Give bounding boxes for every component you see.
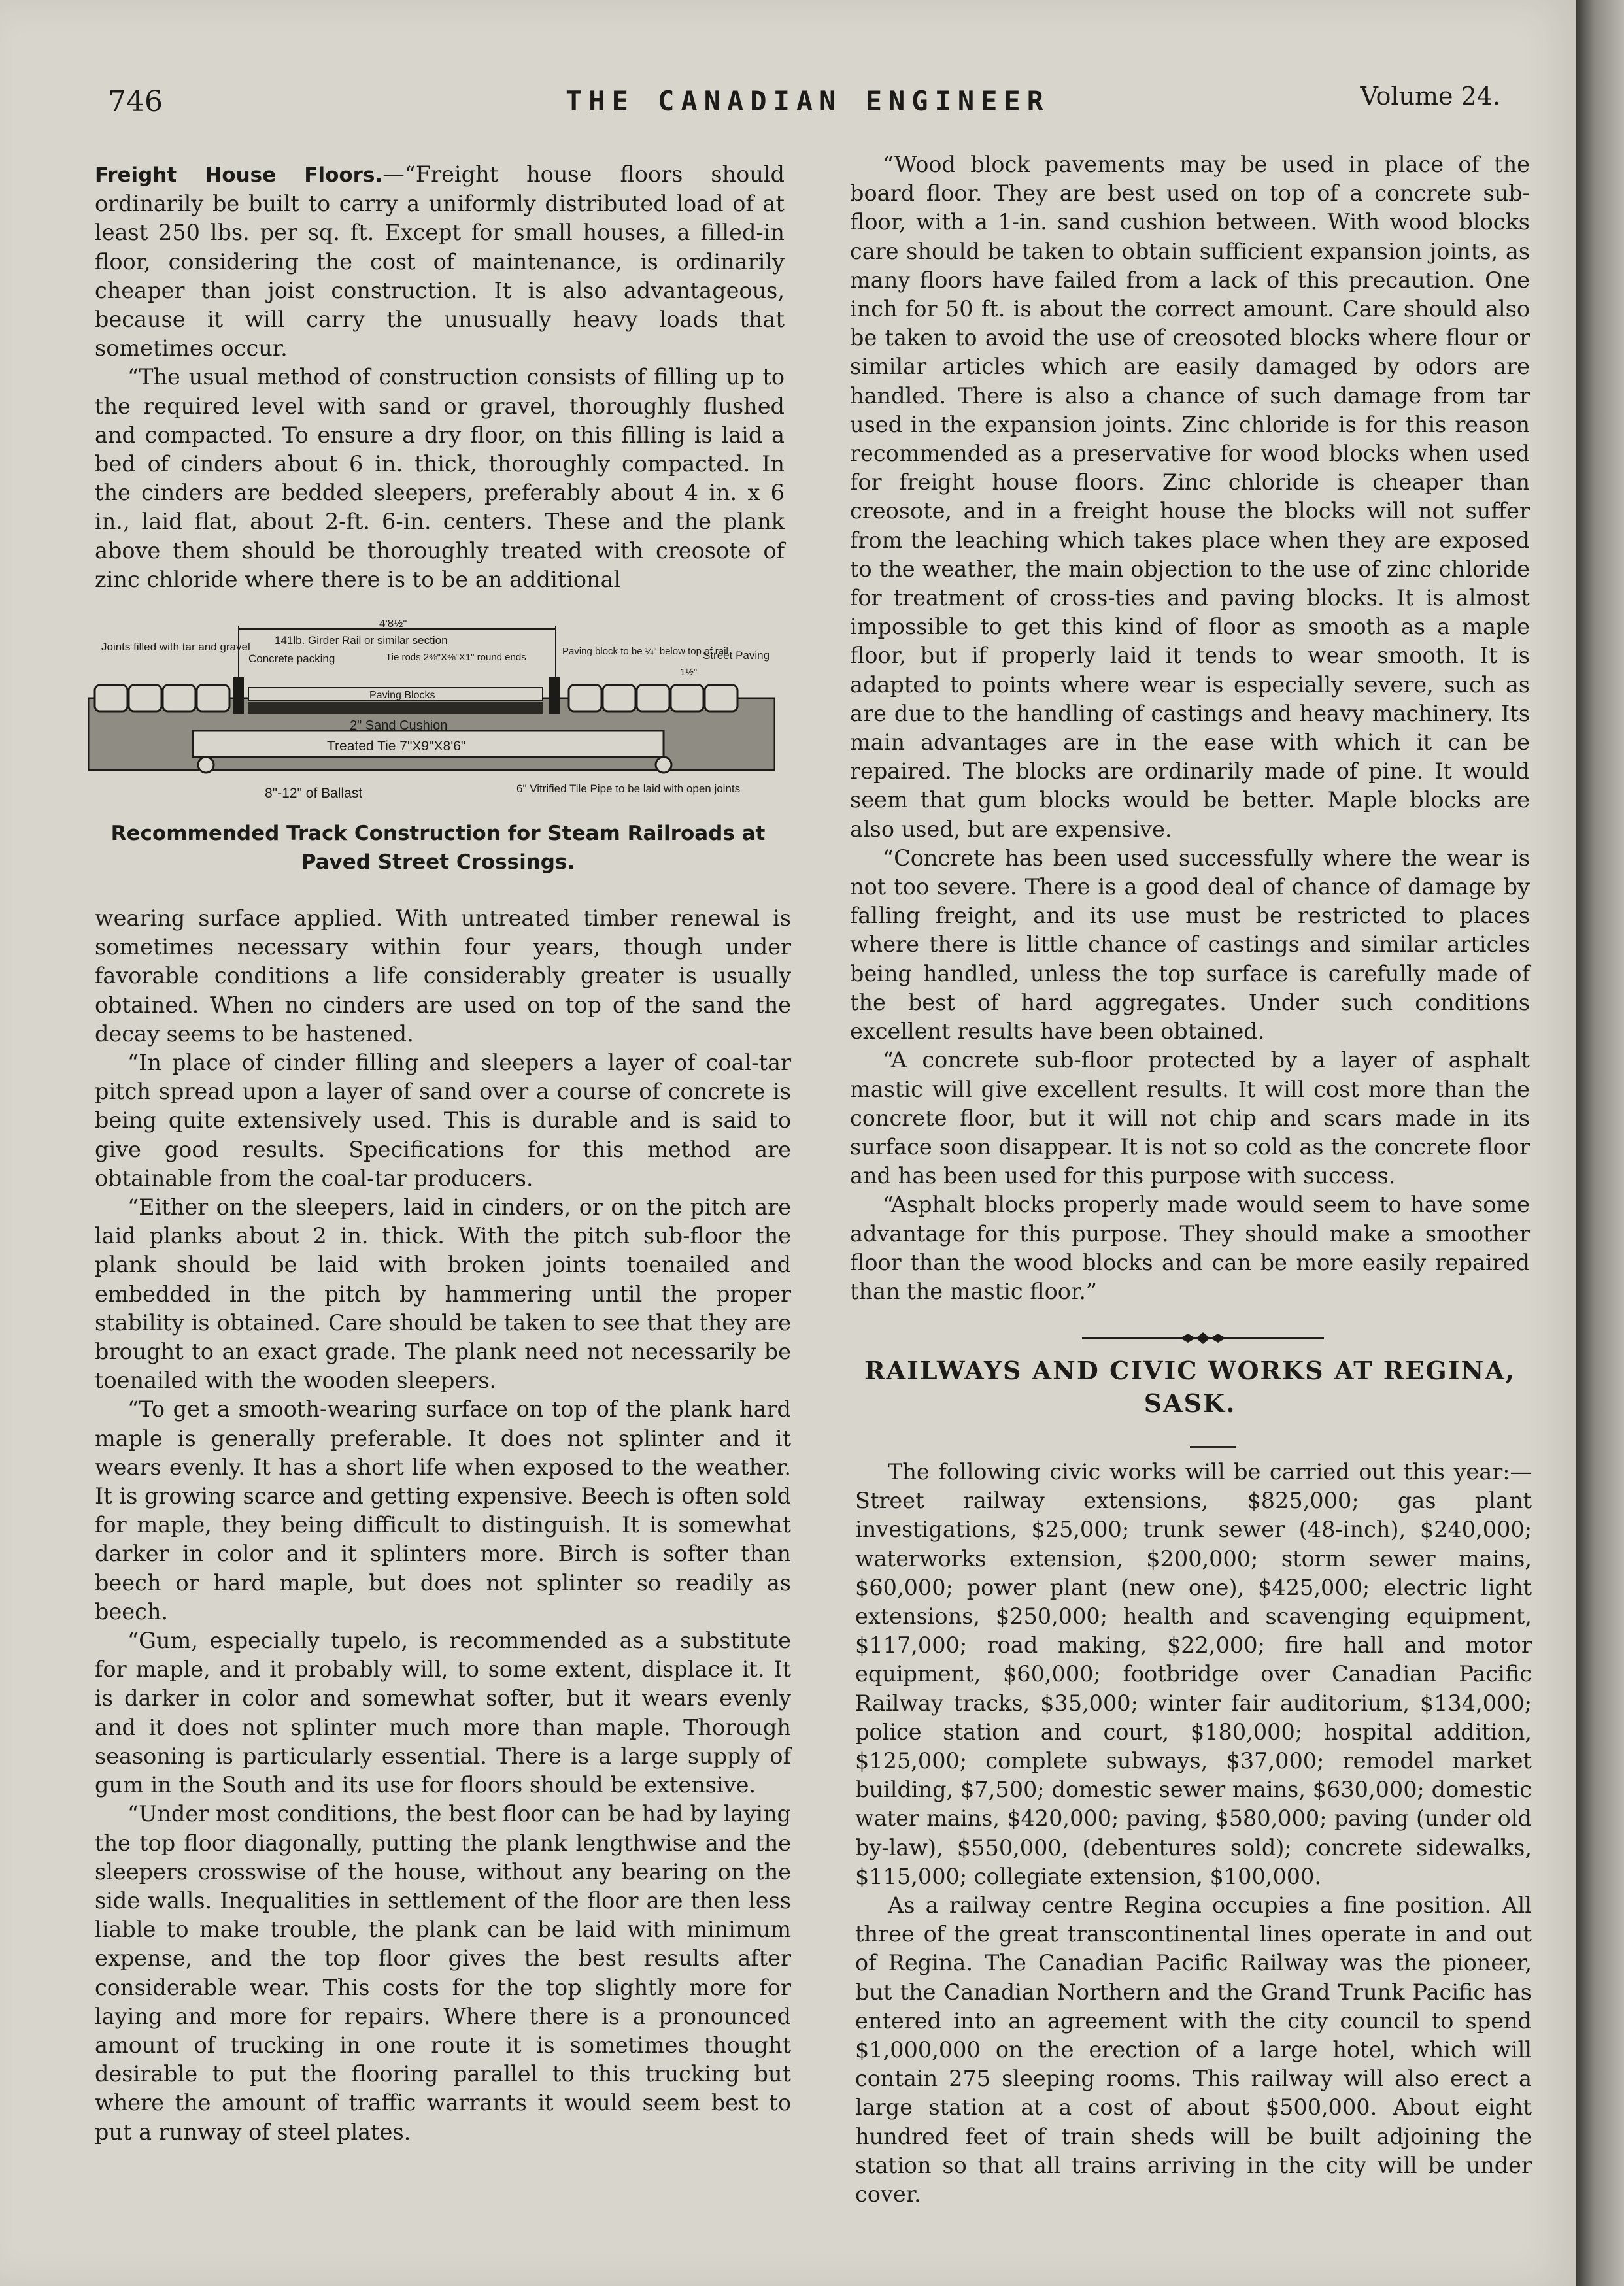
- title-rule: [1190, 1446, 1236, 1448]
- paragraph: “A concrete sub-floor protected by a layer of asphalt mastic will give excellent results. It will cost more than the concrete floor, but it will not chip and scars made in its surface soon disappear. It is not so cold as the concrete floor and has been used for this purpose with success.: [850, 1047, 1530, 1189]
- paragraph: “The usual method of construction consists of filling up to the required level with sand or gravel, thoroughly flushed and compacted. To ensure a dry floor, on this filling is laid a bed of cinders about 6 in. thick, thoroughly compacted. In the cinders are bedded sleepers, preferably about 4 in. x 6 in., laid flat, about 2-ft. 6-in. centers. These and the plank above them should be thoroughly treated with creosote of zinc chloride where there is to be an additional: [95, 364, 785, 592]
- paragraph: wearing surface applied. With untreated timber renewal is sometimes necessary within four years, though under favorable conditions a life considerably greater is usually obtained. When no cinders are used on top of the sand the decay seems to be hastened.: [95, 905, 791, 1047]
- journal-title: THE CANADIAN ENGINEER: [566, 85, 1051, 117]
- paragraph: “Under most conditions, the best floor can be had by laying the top floor diagonally, putting the plank lengthwise and the sleepers crosswise of the house, without any bearing on the side walls. Inequalities in settlement of the floor are then less liable to make trouble, the plank can be laid with minimum expense, and the top floor gives the best results after considerable wear. This costs for the top slightly more for laying and more for repairs. Where there is a pronounced amount of trucking in one route it is sometimes thought desirable to put the flooring parallel to this trucking but where the amount of traffic warrants it would seem best to put a runway of steel plates.: [95, 1801, 791, 2145]
- gauge-label: 4'8½": [379, 620, 407, 630]
- figure-caption: Recommended Track Construction for Steam Railroads at Paved Street Crossings.: [110, 822, 766, 874]
- paragraph: “To get a smooth-wearing surface on top of the plank hard maple is generally preferable. It does not splinter and it wears evenly. It has a short life when exposed to the weather. It is growing scarce and getting expensive. Beech is often sold for maple, they being difficult to distinguish. It is somewhat darker in color and it splinters more. Birch is softer than beech or hard maple, but does not splinter so readily as beech.: [95, 1396, 791, 1624]
- section-lead-in: Freight House Floors.: [95, 163, 383, 187]
- tie-rod: [248, 702, 543, 714]
- rail-left: [233, 677, 244, 714]
- right-column: [850, 150, 1530, 1306]
- paragraph: [95, 160, 785, 363]
- left-column-top: [95, 160, 785, 594]
- tie-label: Treated Tie 7"X9"X8'6": [327, 739, 466, 754]
- paragraph: As a railway centre Regina occupies a fine position. All three of the great transcontinental lines operate in and out of Regina. The Canadian Pacific Railway was the pioneer, but the Canadian Northern and the Grand Trunk Pacific has entered into an agreement with the city council to spend $1,000,000 on the erection of a large hotel, which will contain 275 sleeping rooms. This railway will also erect a large station at a cost of about $500,000. About eight hundred feet of train sheds will be built adjoining the station so that all trains arriving in the city will be under cover.: [855, 1892, 1532, 2208]
- paragraph: “Either on the sleepers, laid in cinders, or on the pitch are laid planks about 2 in. thick. With the pitch sub-floor the plank should be laid with broken joints toenailed and embedded in the pitch by hammering until the proper stability is obtained. Care should be taken to see that they are brought to an exact grade. The plank need not necessarily be toenailed with the wooden sleepers.: [95, 1194, 791, 1394]
- paragraph: “Concrete has been used successfully where the wear is not too severe. There is a good deal of chance of damage by falling freight, and its use must be restricted to places where there is little chance of castings and similar articles being handled, unless the top surface is carefully made of the best of hard aggregates. Under such conditions excellent results have been obtained.: [850, 845, 1530, 1045]
- sand-cushion-label: 2" Sand Cushion: [350, 718, 448, 733]
- volume-label: Volume 24.: [1360, 82, 1500, 110]
- paving-blocks-label: Paving Blocks: [369, 690, 435, 701]
- left-column-bottom: [95, 904, 791, 2147]
- tie-rods-label: Tie rods 2⅜"X⅜"X1" round ends: [386, 652, 526, 663]
- paragraph: “Gum, especially tupelo, is recommended as a substitute for maple, and it probably will, to some extent, displace it. It is darker in color and somewhat softer, but it wears evenly and it does not splinter much more than maple. Thorough seasoning is particularly essential. There is a large supply of gum in the South and its use for floors should be extensive.: [95, 1628, 791, 1798]
- pipe-label: 6" Vitrified Tile Pipe to be laid with open joints: [516, 782, 741, 795]
- packing-label: Concrete packing: [248, 652, 335, 665]
- track-construction-diagram: [88, 620, 775, 822]
- street-paving-right: [569, 685, 737, 711]
- paragraph: “Wood block pavements may be used in place of the board floor. They are best used on top of a concrete sub-floor, with a 1-in. sand cushion between. With wood blocks care should be taken to obtain sufficient expansion joints, as many floors have failed from a lack of this precaution. One inch for 50 ft. is about the correct amount. Care should also be taken to avoid the use of creosoted blocks where flour or similar articles which are easily damaged by odors are handled. There is also a chance of such damage from tar used in the expansion joints. Zinc chloride is for this reason recommended as a preservative for wood blocks when used for freight house floors. Zinc chloride is cheaper than creosote, and in a freight house the blocks will not suffer from the leaching which takes place when they are exposed to the weather, the main objection to the use of zinc chloride for treatment of cross-ties and paving blocks. It is almost impossible to get this kind of floor as smooth as a maple floor, but if properly laid it tends to wear smooth. It is adapted to points where wear is especially severe, such as are due to the handling of castings and heavy machinery. Its main advantages are in the ease with which it can be repaired. The blocks are ordinarily made of pine. It would seem that gum blocks would be better. Maple blocks are also used, but are expensive.: [850, 152, 1530, 842]
- rail-label: 141lb. Girder Rail or similar section: [275, 634, 448, 647]
- article-body: [855, 1458, 1532, 2209]
- paragraph: “In place of cinder filling and sleepers a layer of coal-tar pitch spread upon a layer of sand over a course of concrete is being quite extensively used. This is durable and is said to give good results. Specifications for this method are obtainable from the coal-tar producers.: [95, 1050, 791, 1191]
- page-edge-shadow: [1576, 0, 1624, 2286]
- page-number: 746: [108, 85, 163, 118]
- rail-right: [549, 677, 560, 714]
- street-paving-left: [95, 685, 229, 711]
- ballast-label: 8"-12" of Ballast: [265, 786, 363, 801]
- tile-pipe-left: [198, 757, 214, 773]
- article-title: RAILWAYS AND CIVIC WORKS AT REGINA, SASK.: [864, 1356, 1515, 1418]
- tile-pipe-right: [656, 757, 671, 773]
- joints-label: Joints filled with tar and gravel: [101, 641, 250, 653]
- paragraph: The following civic works will be carried out this year:—Street railway extensions, $825,000; gas plant investigations, $25,000; trunk sewer (48-inch), $240,000; waterworks extension, $200,000; storm sewer mains, $60,000; power plant (new one), $425,000; electric light extensions, $250,000; health and scavenging equipment, $117,000; road making, $22,000; fire hall and motor equipment, $60,000; footbridge over Canadian Pacific Railway tracks, $35,000; winter fair auditorium, $134,000; police station and court, $180,000; hospital addition, $125,000; complete subways, $37,000; remodel market building, $7,500; domestic sewer mains, $630,000; domestic water mains, $420,000; paving, $580,000; paving (under old by-law), $550,000, (debentures sold); concrete sidewalks, $115,000; collegiate extension, $100,000.: [855, 1459, 1532, 1889]
- paving-block-label: Paving block to be ¼" below top of rail: [562, 646, 728, 657]
- offset-label: 1½": [680, 667, 698, 678]
- page-header: [108, 78, 1500, 124]
- paragraph-text: —“Freight house floors should ordinarily be built to carry a uniformly distributed load of at least 250 lbs. per sq. ft. Except for small houses, a filled-in floor, considering the cost of maintenance, is ordinarily cheaper than joist construction. It is also advantageous, because it will carry the unusually heavy loads that sometimes occur.: [95, 161, 785, 361]
- section-divider-ornament: [1082, 1328, 1324, 1348]
- street-paving-label: Street Paving: [703, 649, 770, 662]
- paragraph: “Asphalt blocks properly made would seem to have some advantage for this purpose. They should make a smoother floor than the wood blocks and can be more easily repaired than the mastic floor.”: [850, 1192, 1530, 1304]
